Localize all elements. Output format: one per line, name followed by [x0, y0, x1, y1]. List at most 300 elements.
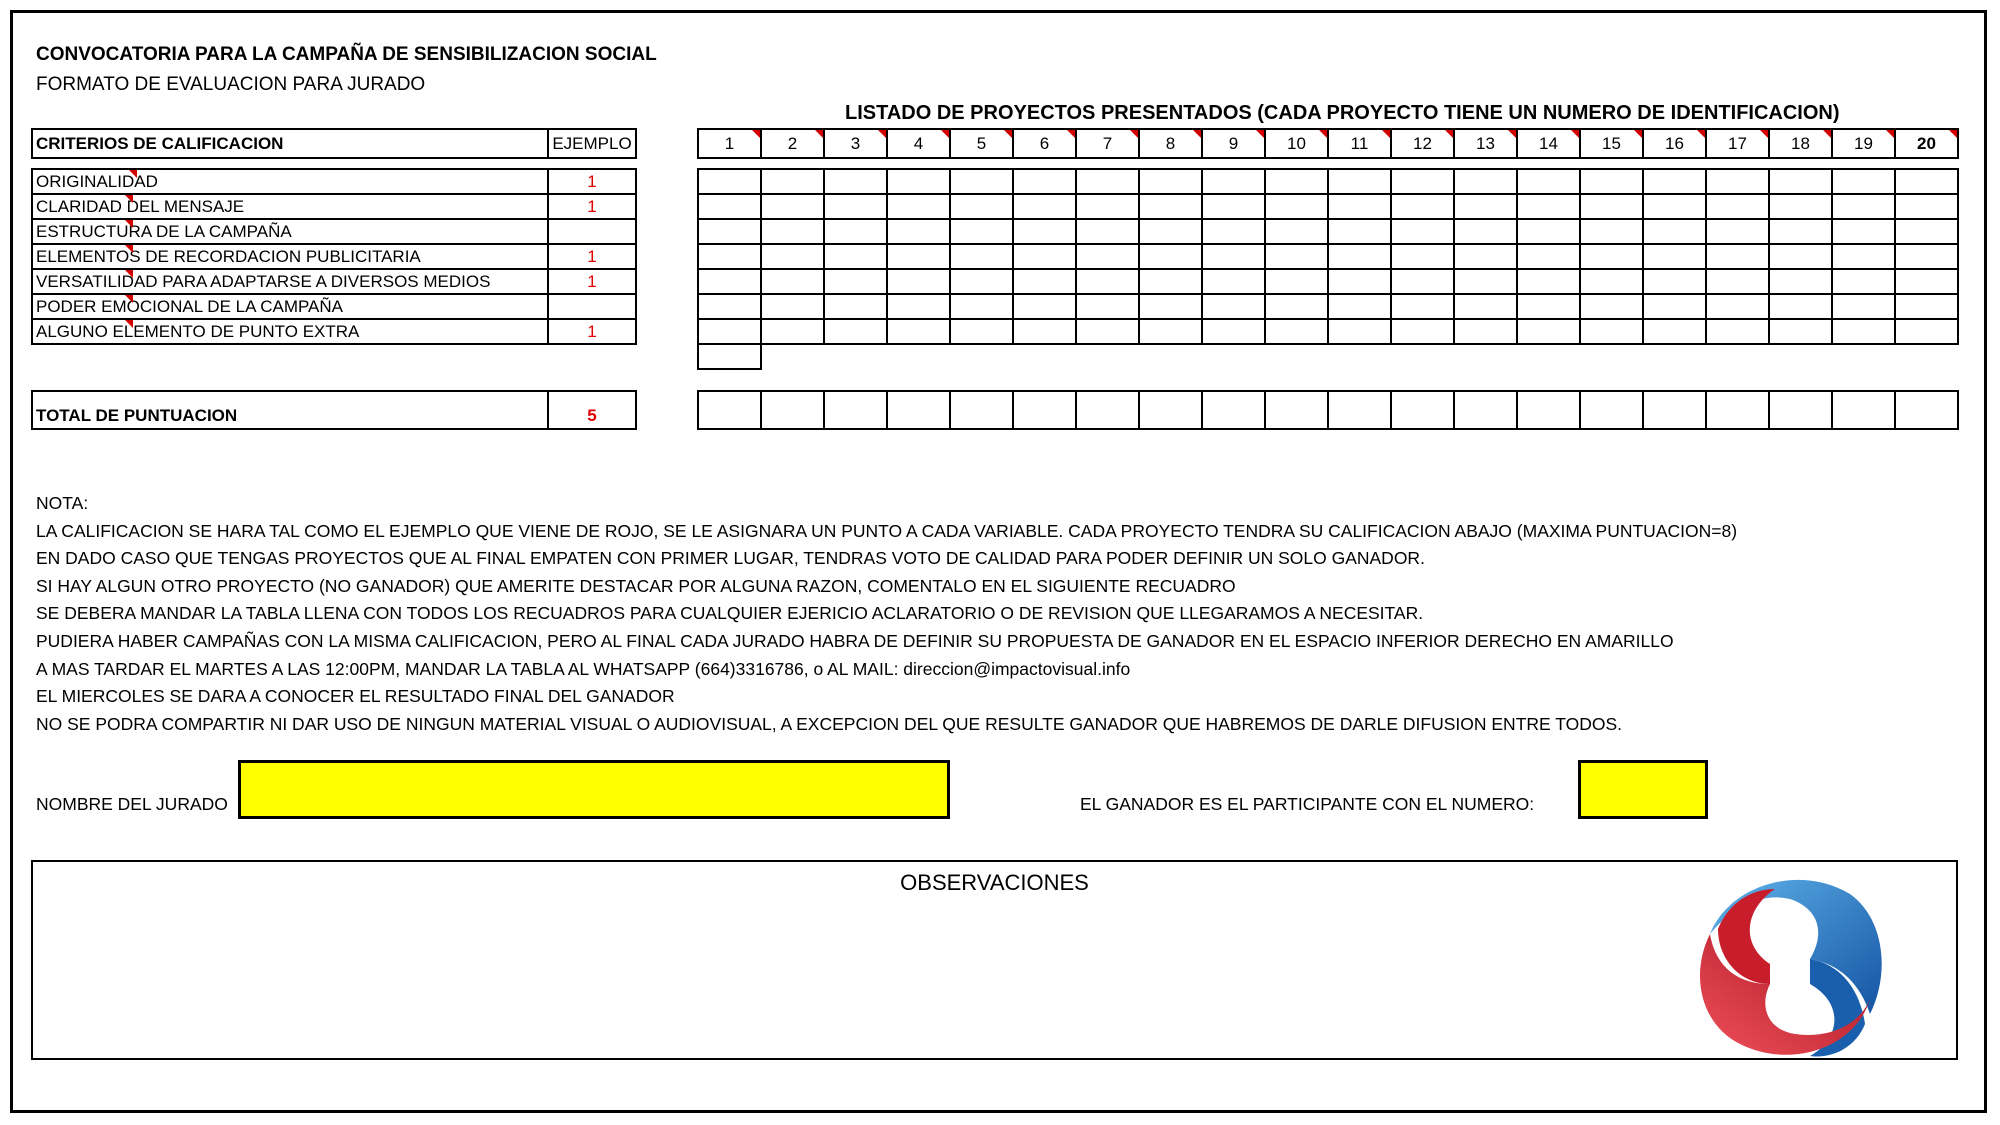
note-line: LA CALIFICACION SE HARA TAL COMO EL EJEMPLO QUE VIENE DE ROJO, SE LE ASIGNARA UN PUNTO A CADA VARIABLE. CADA PROYECTO TENDRA SU CALIFICACION ABAJO (MAXIMA PUNTUACION=8) [36, 520, 1738, 541]
total-score-cell[interactable] [1139, 391, 1202, 429]
project-number-label: 3 [850, 133, 861, 153]
spacer-cell [698, 344, 761, 369]
score-cell[interactable] [1013, 269, 1076, 294]
score-cell[interactable] [1265, 244, 1328, 269]
spacer-cell [1706, 344, 1769, 369]
score-cell[interactable] [1013, 194, 1076, 219]
score-cell[interactable] [1391, 194, 1454, 219]
score-cell[interactable] [1139, 194, 1202, 219]
score-row [698, 319, 1958, 344]
score-cell[interactable] [1013, 169, 1076, 194]
score-cell[interactable] [1517, 219, 1580, 244]
score-cell[interactable] [1832, 194, 1895, 219]
score-cell[interactable] [698, 169, 761, 194]
score-cell[interactable] [1895, 269, 1958, 294]
score-cell[interactable] [1706, 169, 1769, 194]
project-number-cell [1139, 129, 1202, 158]
total-example-value[interactable]: 5 [548, 391, 636, 429]
score-cell[interactable] [1013, 319, 1076, 344]
criteria-label: ELEMENTOS DE RECORDACION PUBLICITARIA [32, 244, 548, 269]
score-row [698, 269, 1958, 294]
score-cell[interactable] [1076, 269, 1139, 294]
score-cell[interactable] [1706, 319, 1769, 344]
score-cell[interactable] [1454, 169, 1517, 194]
score-cell[interactable] [824, 169, 887, 194]
score-cell[interactable] [1517, 169, 1580, 194]
score-cell[interactable] [1643, 244, 1706, 269]
score-cell[interactable] [1328, 169, 1391, 194]
project-number-label: 6 [1039, 133, 1050, 153]
criteria-row [32, 219, 636, 244]
score-cell[interactable] [1643, 194, 1706, 219]
score-cell[interactable] [1265, 294, 1328, 319]
comment-marker-icon [1256, 130, 1264, 138]
criteria-row [32, 294, 636, 319]
score-cell[interactable] [1139, 319, 1202, 344]
score-cell[interactable] [1643, 169, 1706, 194]
project-number-label: 12 [1413, 133, 1432, 153]
criteria-row [32, 269, 636, 294]
score-cell[interactable] [1580, 319, 1643, 344]
score-cell[interactable] [1202, 244, 1265, 269]
score-cell[interactable] [1013, 294, 1076, 319]
score-cell[interactable] [1202, 219, 1265, 244]
score-cell[interactable] [887, 269, 950, 294]
example-score-cell[interactable]: 1 [548, 169, 636, 194]
comment-marker-icon [1382, 130, 1390, 138]
score-cell[interactable] [887, 294, 950, 319]
total-score-cell[interactable] [1265, 391, 1328, 429]
project-number-cell [1895, 129, 1958, 158]
score-cell[interactable] [761, 194, 824, 219]
score-cell[interactable] [950, 194, 1013, 219]
score-cell[interactable] [950, 294, 1013, 319]
score-cell[interactable] [1265, 219, 1328, 244]
project-number-cell [698, 129, 761, 158]
example-score-cell[interactable]: 1 [548, 244, 636, 269]
project-number-label: 19 [1854, 133, 1873, 153]
score-cell[interactable] [1454, 319, 1517, 344]
project-number-cell [950, 129, 1013, 158]
score-cell[interactable] [1328, 294, 1391, 319]
score-cell[interactable] [761, 269, 824, 294]
project-number-label: 7 [1102, 133, 1113, 153]
comment-marker-icon [878, 130, 886, 138]
spacer-cell [824, 344, 887, 369]
criteria-row [32, 194, 636, 219]
comment-marker-icon [1193, 130, 1201, 138]
note-line: NO SE PODRA COMPARTIR NI DAR USO DE NINGUN MATERIAL VISUAL O AUDIOVISUAL, A EXCEPCION DEL QUE RESULTE GANADOR QUE HABREMOS DE DARLE DIFUSION ENTRE TODOS. [36, 713, 1623, 734]
spacer-cell [1139, 344, 1202, 369]
page-subtitle: FORMATO DE EVALUACION PARA JURADO [36, 74, 426, 95]
score-cell[interactable] [1454, 269, 1517, 294]
total-score-cell[interactable] [950, 391, 1013, 429]
total-table [31, 390, 637, 430]
score-row [698, 194, 1958, 219]
score-cell[interactable] [1769, 194, 1832, 219]
comment-marker-icon [815, 130, 823, 138]
score-cell[interactable] [1391, 244, 1454, 269]
score-cell[interactable] [698, 319, 761, 344]
score-cell[interactable] [1769, 319, 1832, 344]
project-number-cell [1706, 129, 1769, 158]
score-cell[interactable] [950, 269, 1013, 294]
score-cell[interactable] [1076, 319, 1139, 344]
spacer-cell [950, 344, 1013, 369]
score-cell[interactable] [1517, 319, 1580, 344]
score-cell[interactable] [1769, 244, 1832, 269]
score-cell[interactable] [1517, 244, 1580, 269]
comment-marker-icon [125, 320, 133, 328]
score-cell[interactable] [1139, 244, 1202, 269]
spacer-cell [1391, 344, 1454, 369]
note-line: EL MIERCOLES SE DARA A CONOCER EL RESULTADO FINAL DEL GANADOR [36, 686, 675, 707]
score-cell[interactable] [1454, 219, 1517, 244]
score-cell[interactable] [1202, 194, 1265, 219]
total-score-cell[interactable] [887, 391, 950, 429]
score-cell[interactable] [950, 319, 1013, 344]
score-cell[interactable] [1076, 194, 1139, 219]
project-number-label: 8 [1165, 133, 1176, 153]
criteria-label: VERSATILIDAD PARA ADAPTARSE A DIVERSOS MEDIOS [32, 269, 548, 294]
page-title: CONVOCATORIA PARA LA CAMPAÑA DE SENSIBILIZACION SOCIAL [36, 44, 657, 65]
comment-marker-icon [125, 295, 133, 303]
score-cell[interactable] [1769, 269, 1832, 294]
score-cell[interactable] [1454, 194, 1517, 219]
total-score-cell[interactable] [1895, 391, 1958, 429]
score-cell[interactable] [1391, 294, 1454, 319]
criteria-row [32, 319, 636, 344]
spacer-cell [1013, 344, 1076, 369]
example-score-cell[interactable] [548, 219, 636, 244]
comment-marker-icon [1949, 130, 1957, 138]
score-cell[interactable] [1580, 169, 1643, 194]
total-score-cell[interactable] [1706, 391, 1769, 429]
spacer-cell [1328, 344, 1391, 369]
score-cell[interactable] [1391, 319, 1454, 344]
note-line: EN DADO CASO QUE TENGAS PROYECTOS QUE AL FINAL EMPATEN CON PRIMER LUGAR, TENDRAS VOTO DE CALIDAD PARA PODER DEFINIR UN SOLO GANADOR. [36, 548, 1425, 569]
spacer-cell [1580, 344, 1643, 369]
jury-name-label: NOMBRE DEL JURADO [36, 794, 228, 814]
project-totals-row [697, 390, 1959, 430]
criteria-row [32, 244, 636, 269]
project-number-label: 5 [976, 133, 987, 153]
project-number-cell [1454, 129, 1517, 158]
project-number-cell [1202, 129, 1265, 158]
total-score-cell[interactable] [1328, 391, 1391, 429]
criteria-label: PODER EMOCIONAL DE LA CAMPAÑA [32, 294, 548, 319]
project-number-label: 20 [1917, 133, 1936, 153]
spacer-cell [1643, 344, 1706, 369]
project-number-label: 13 [1476, 133, 1495, 153]
score-cell[interactable] [887, 244, 950, 269]
score-cell[interactable] [1895, 194, 1958, 219]
observations-title: OBSERVACIONES [900, 870, 1089, 895]
criteria-label: ALGUNO ELEMENTO DE PUNTO EXTRA [32, 319, 548, 344]
project-number-cell [824, 129, 887, 158]
score-cell[interactable] [1202, 169, 1265, 194]
score-cell[interactable] [824, 194, 887, 219]
score-cell[interactable] [1832, 269, 1895, 294]
notes-block [36, 490, 1737, 738]
score-cell[interactable] [1580, 244, 1643, 269]
score-cell[interactable] [1517, 269, 1580, 294]
score-cell[interactable] [1769, 219, 1832, 244]
score-cell[interactable] [1580, 294, 1643, 319]
total-score-cell[interactable] [761, 391, 824, 429]
project-number-label: 1 [724, 133, 735, 153]
score-cell[interactable] [887, 194, 950, 219]
project-number-cell [1391, 129, 1454, 158]
project-scoring-grid [697, 168, 1959, 370]
comment-marker-icon [1760, 130, 1768, 138]
score-cell[interactable] [1706, 219, 1769, 244]
project-number-cell [1076, 129, 1139, 158]
score-cell[interactable] [1580, 219, 1643, 244]
comment-marker-icon [1823, 130, 1831, 138]
score-cell[interactable] [1454, 244, 1517, 269]
score-cell[interactable] [1202, 294, 1265, 319]
projects-heading: LISTADO DE PROYECTOS PRESENTADOS (CADA PROYECTO TIENE UN NUMERO DE IDENTIFICACION) [845, 102, 1840, 124]
total-score-cell[interactable] [1832, 391, 1895, 429]
score-cell[interactable] [698, 244, 761, 269]
project-number-cell [1580, 129, 1643, 158]
score-cell[interactable] [1076, 169, 1139, 194]
score-cell[interactable] [1265, 269, 1328, 294]
score-cell[interactable] [1517, 294, 1580, 319]
score-cell[interactable] [761, 169, 824, 194]
jury-name-field[interactable] [238, 760, 950, 819]
spacer-cell [1265, 344, 1328, 369]
score-cell[interactable] [1769, 169, 1832, 194]
score-cell[interactable] [1580, 269, 1643, 294]
total-score-cell[interactable] [1580, 391, 1643, 429]
criteria-label: CLARIDAD DEL MENSAJE [32, 194, 548, 219]
project-number-label: 15 [1602, 133, 1621, 153]
comment-marker-icon [125, 220, 133, 228]
score-cell[interactable] [1139, 269, 1202, 294]
score-cell[interactable] [1895, 244, 1958, 269]
project-number-label: 11 [1350, 133, 1369, 153]
score-cell[interactable] [1580, 194, 1643, 219]
score-cell[interactable] [1895, 319, 1958, 344]
score-cell[interactable] [1643, 294, 1706, 319]
score-cell[interactable] [761, 294, 824, 319]
criteria-row [32, 169, 636, 194]
score-cell[interactable] [1895, 169, 1958, 194]
note-line: SI HAY ALGUN OTRO PROYECTO (NO GANADOR) QUE AMERITE DESTACAR POR ALGUNA RAZON, COMENTALO EN EL SIGUIENTE RECUADRO [36, 575, 1236, 596]
score-cell[interactable] [1895, 219, 1958, 244]
spacer-cell [1895, 344, 1958, 369]
score-cell[interactable] [824, 244, 887, 269]
total-label: TOTAL DE PUNTUACION [32, 391, 548, 429]
comment-marker-icon [1445, 130, 1453, 138]
score-cell[interactable] [1013, 244, 1076, 269]
score-cell[interactable] [1643, 319, 1706, 344]
spacer-cell [1202, 344, 1265, 369]
score-cell[interactable] [1013, 219, 1076, 244]
score-cell[interactable] [1391, 169, 1454, 194]
comment-marker-icon [1571, 130, 1579, 138]
project-number-label: 17 [1728, 133, 1747, 153]
total-score-cell[interactable] [1391, 391, 1454, 429]
criteria-label: ESTRUCTURA DE LA CAMPAÑA [32, 219, 548, 244]
project-number-cell [887, 129, 950, 158]
score-cell[interactable] [1139, 294, 1202, 319]
comment-marker-icon [125, 245, 133, 253]
total-score-cell[interactable] [1013, 391, 1076, 429]
comment-marker-icon [129, 170, 137, 178]
criteria-header-label: CRITERIOS DE CALIFICACION [32, 129, 548, 158]
comment-marker-icon [1886, 130, 1894, 138]
project-number-cell [1328, 129, 1391, 158]
comment-marker-icon [1319, 130, 1327, 138]
score-cell[interactable] [698, 269, 761, 294]
score-row [698, 294, 1958, 319]
spacer-cell [1832, 344, 1895, 369]
score-cell[interactable] [1328, 219, 1391, 244]
total-score-cell[interactable] [1454, 391, 1517, 429]
total-score-cell[interactable] [1643, 391, 1706, 429]
score-cell[interactable] [698, 219, 761, 244]
score-cell[interactable] [761, 219, 824, 244]
score-cell[interactable] [1328, 194, 1391, 219]
total-score-cell[interactable] [824, 391, 887, 429]
score-cell[interactable] [1832, 169, 1895, 194]
project-number-cell [1517, 129, 1580, 158]
score-cell[interactable] [1706, 194, 1769, 219]
score-cell[interactable] [950, 219, 1013, 244]
score-cell[interactable] [1706, 294, 1769, 319]
score-cell[interactable] [1832, 294, 1895, 319]
comment-marker-icon [1508, 130, 1516, 138]
comment-marker-icon [1067, 130, 1075, 138]
score-cell[interactable] [1265, 319, 1328, 344]
example-score-cell[interactable] [548, 294, 636, 319]
score-cell[interactable] [698, 194, 761, 219]
comment-marker-icon [941, 130, 949, 138]
example-score-cell[interactable]: 1 [548, 269, 636, 294]
score-cell[interactable] [698, 294, 761, 319]
note-line: A MAS TARDAR EL MARTES A LAS 12:00PM, MANDAR LA TABLA AL WHATSAPP (664)3316786, o AL MAIL: direccion@impactovisual.info [36, 658, 1131, 679]
project-number-cell [1643, 129, 1706, 158]
score-cell[interactable] [1391, 269, 1454, 294]
project-number-label: 10 [1287, 133, 1306, 153]
project-number-label: 14 [1539, 133, 1558, 153]
score-cell[interactable] [1643, 269, 1706, 294]
score-cell[interactable] [1643, 219, 1706, 244]
score-cell[interactable] [1832, 244, 1895, 269]
notes-heading: NOTA: [36, 493, 89, 513]
score-cell[interactable] [1139, 169, 1202, 194]
score-cell[interactable] [1832, 319, 1895, 344]
example-header-label: EJEMPLO [548, 129, 636, 158]
note-line: SE DEBERA MANDAR LA TABLA LLENA CON TODOS LOS RECUADROS PARA CUALQUIER EJERICIO ACLARATORIO O DE REVISION QUE LLEGARAMOS A NECESITAR. [36, 603, 1424, 624]
spacer-cell [1076, 344, 1139, 369]
project-number-cell [761, 129, 824, 158]
criteria-table [31, 168, 637, 345]
total-score-cell[interactable] [1517, 391, 1580, 429]
score-cell[interactable] [1328, 244, 1391, 269]
score-row [698, 219, 1958, 244]
comment-marker-icon [125, 195, 133, 203]
score-cell[interactable] [824, 294, 887, 319]
winner-label: EL GANADOR ES EL PARTICIPANTE CON EL NUMERO: [1080, 794, 1535, 814]
example-score-cell[interactable]: 1 [548, 194, 636, 219]
project-number-cell [1832, 129, 1895, 158]
score-cell[interactable] [1265, 194, 1328, 219]
score-cell[interactable] [1895, 294, 1958, 319]
project-number-label: 9 [1228, 133, 1239, 153]
project-number-label: 16 [1665, 133, 1684, 153]
project-number-label: 4 [913, 133, 924, 153]
score-cell[interactable] [1202, 319, 1265, 344]
comment-marker-icon [752, 130, 760, 138]
score-cell[interactable] [1328, 319, 1391, 344]
score-cell[interactable] [1391, 219, 1454, 244]
score-row [698, 244, 1958, 269]
spacer-row [698, 344, 1958, 369]
total-score-cell[interactable] [698, 391, 761, 429]
criteria-label: ORIGINALIDAD [32, 169, 548, 194]
project-number-cell [1013, 129, 1076, 158]
spacer-cell [1454, 344, 1517, 369]
score-cell[interactable] [1706, 244, 1769, 269]
total-score-cell[interactable] [1076, 391, 1139, 429]
score-cell[interactable] [1076, 294, 1139, 319]
score-cell[interactable] [824, 319, 887, 344]
score-cell[interactable] [1328, 269, 1391, 294]
project-number-cell [1769, 129, 1832, 158]
project-number-label: 18 [1791, 133, 1810, 153]
comment-marker-icon [1634, 130, 1642, 138]
score-cell[interactable] [761, 244, 824, 269]
spacer-cell [1769, 344, 1832, 369]
comment-marker-icon [1004, 130, 1012, 138]
score-cell[interactable] [1517, 194, 1580, 219]
score-cell[interactable] [824, 219, 887, 244]
score-cell[interactable] [761, 319, 824, 344]
score-cell[interactable] [1832, 219, 1895, 244]
total-score-cell[interactable] [1202, 391, 1265, 429]
score-cell[interactable] [950, 169, 1013, 194]
score-cell[interactable] [1706, 269, 1769, 294]
score-cell[interactable] [1454, 294, 1517, 319]
score-cell[interactable] [1076, 244, 1139, 269]
score-cell[interactable] [887, 169, 950, 194]
spacer-cell [887, 344, 950, 369]
example-score-cell[interactable]: 1 [548, 319, 636, 344]
project-number-cell [1265, 129, 1328, 158]
total-score-cell[interactable] [1769, 391, 1832, 429]
score-cell[interactable] [887, 319, 950, 344]
comment-marker-icon [1697, 130, 1705, 138]
note-line: PUDIERA HABER CAMPAÑAS CON LA MISMA CALIFICACION, PERO AL FINAL CADA JURADO HABRA DE DEFINIR SU PROPUESTA DE GANADOR EN EL ESPACIO INFERIOR DERECHO EN AMARILLO [36, 630, 1674, 651]
score-cell[interactable] [1769, 294, 1832, 319]
score-cell[interactable] [1265, 169, 1328, 194]
comment-marker-icon [1130, 130, 1138, 138]
score-cell[interactable] [887, 219, 950, 244]
score-cell[interactable] [950, 244, 1013, 269]
criteria-header-table [31, 128, 637, 159]
score-cell[interactable] [1202, 269, 1265, 294]
score-cell[interactable] [1076, 219, 1139, 244]
project-number-header [697, 128, 1959, 159]
observations-box[interactable] [31, 860, 1958, 1060]
winner-number-field[interactable] [1578, 760, 1708, 819]
score-cell[interactable] [1139, 219, 1202, 244]
score-cell[interactable] [824, 269, 887, 294]
